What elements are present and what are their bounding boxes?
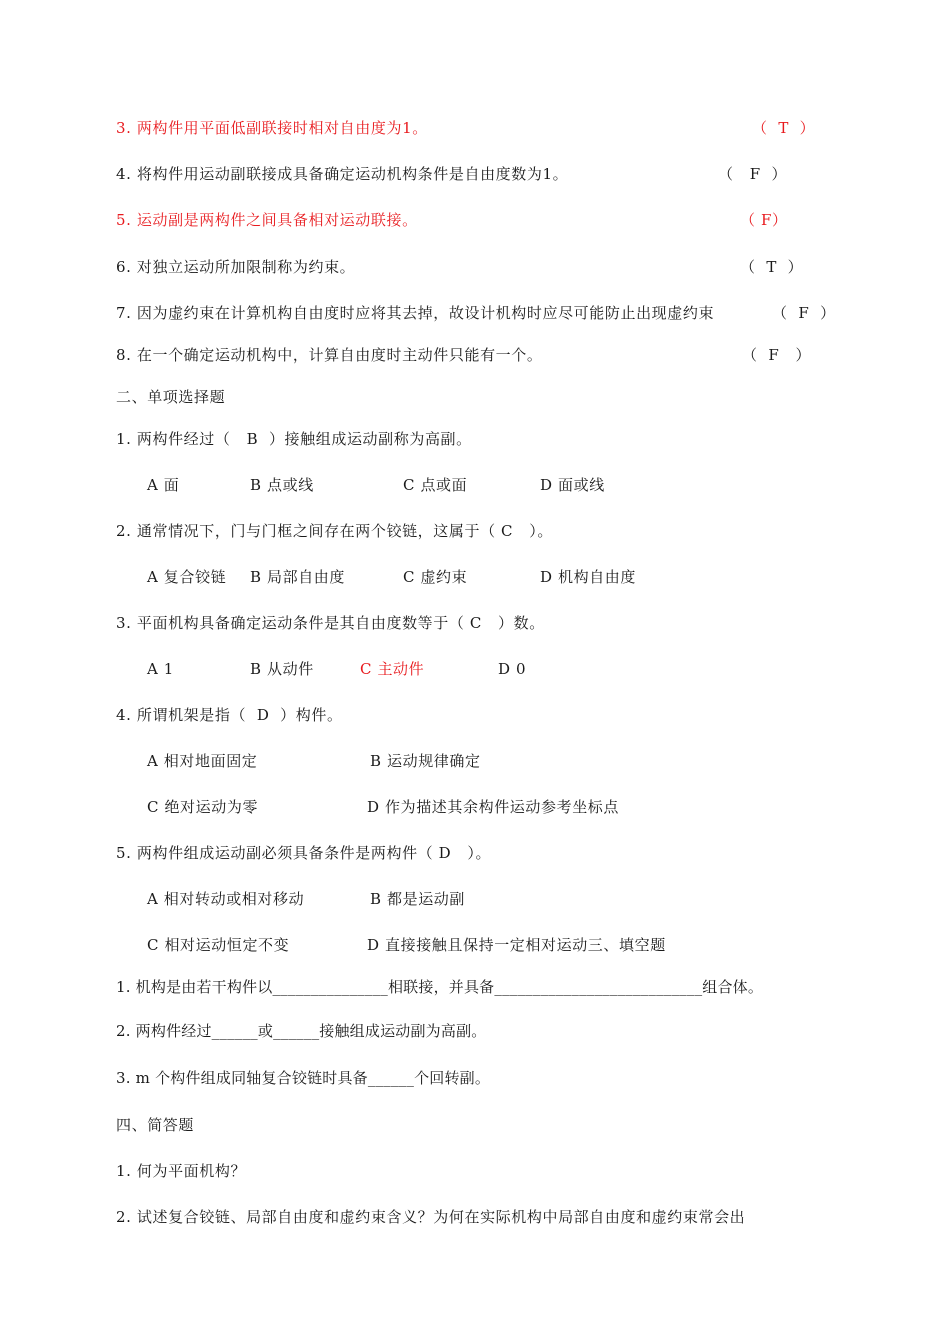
mc-option: C 绝对运动为零 bbox=[147, 798, 259, 816]
tf-answer-6: （ T ） bbox=[740, 258, 804, 276]
mc-option: A 相对地面固定 bbox=[147, 752, 258, 770]
mc-option: B 从动件 bbox=[250, 660, 314, 678]
tf-item-3: 3. 两构件用平面低副联接时相对自由度为1。 bbox=[116, 119, 428, 137]
mc-option: C 相对运动恒定不变 bbox=[147, 936, 290, 954]
section-heading-multiple-choice: 二、单项选择题 bbox=[116, 388, 226, 406]
mc-option: B 局部自由度 bbox=[250, 568, 345, 586]
mc-question-1: 1. 两构件经过（ B ）接触组成运动副称为高副。 bbox=[116, 430, 472, 448]
tf-answer-7: （ F ） bbox=[772, 304, 836, 322]
mc-option: B 运动规律确定 bbox=[370, 752, 481, 770]
mc-option: C 点或面 bbox=[403, 476, 468, 494]
mc-option: D 直接接触且保持一定相对运动三、填空题 bbox=[367, 936, 666, 954]
mc-option: A 1 bbox=[147, 660, 174, 678]
fill-question-2: 2. 两构件经过______或______接触组成运动副为高副。 bbox=[116, 1022, 487, 1040]
mc-option: A 相对转动或相对移动 bbox=[147, 890, 305, 908]
tf-item-4: 4. 将构件用运动副联接成具备确定运动机构条件是自由度数为1。 bbox=[116, 165, 569, 183]
fill-question-1: 1. 机构是由若干构件以_______________相联接，并具备___________________________组合体。 bbox=[116, 978, 764, 996]
section-heading-short-answer: 四、简答题 bbox=[116, 1116, 195, 1134]
short-question-1: 1. 何为平面机构？ bbox=[116, 1162, 247, 1180]
mc-option: D 面或线 bbox=[540, 476, 605, 494]
tf-answer-8: （ F ） bbox=[742, 346, 812, 364]
mc-option: A 复合铰链 bbox=[147, 568, 227, 586]
mc-question-2: 2. 通常情况下，门与门框之间存在两个铰链，这属于（ C ）。 bbox=[116, 522, 553, 540]
mc-option: B 点或线 bbox=[250, 476, 314, 494]
tf-answer-4: （ F ） bbox=[718, 165, 788, 183]
tf-answer-5: （ F） bbox=[740, 211, 788, 229]
tf-answer-3: （ T ） bbox=[752, 119, 816, 137]
short-question-2: 2. 试述复合铰链、局部自由度和虚约束含义？为何在实际机构中局部自由度和虚约束常会出 bbox=[116, 1208, 746, 1226]
tf-item-5: 5. 运动副是两构件之间具备相对运动联接。 bbox=[116, 211, 418, 229]
fill-question-3: 3. m 个构件组成同轴复合铰链时具备______个回转副。 bbox=[116, 1069, 491, 1087]
mc-option: A 面 bbox=[147, 476, 180, 494]
mc-option: D 机构自由度 bbox=[540, 568, 636, 586]
mc-option: B 都是运动副 bbox=[370, 890, 465, 908]
mc-question-5: 5. 两构件组成运动副必须具备条件是两构件（ D ）。 bbox=[116, 844, 492, 862]
tf-item-7: 7. 因为虚约束在计算机构自由度时应将其去掉，故设计机构时应尽可能防止出现虚约束 bbox=[116, 304, 715, 322]
mc-question-3: 3. 平面机构具备确定运动条件是其自由度数等于（ C ）数。 bbox=[116, 614, 545, 632]
mc-option: D 作为描述其余构件运动参考坐标点 bbox=[367, 798, 619, 816]
mc-option: C 虚约束 bbox=[403, 568, 468, 586]
tf-item-8: 8. 在一个确定运动机构中，计算自由度时主动件只能有一个。 bbox=[116, 346, 543, 364]
mc-question-4: 4. 所谓机架是指（ D ）构件。 bbox=[116, 706, 343, 724]
tf-item-6: 6. 对独立运动所加限制称为约束。 bbox=[116, 258, 356, 276]
mc-option-correct: C 主动件 bbox=[360, 660, 425, 678]
mc-option: D 0 bbox=[498, 660, 527, 678]
